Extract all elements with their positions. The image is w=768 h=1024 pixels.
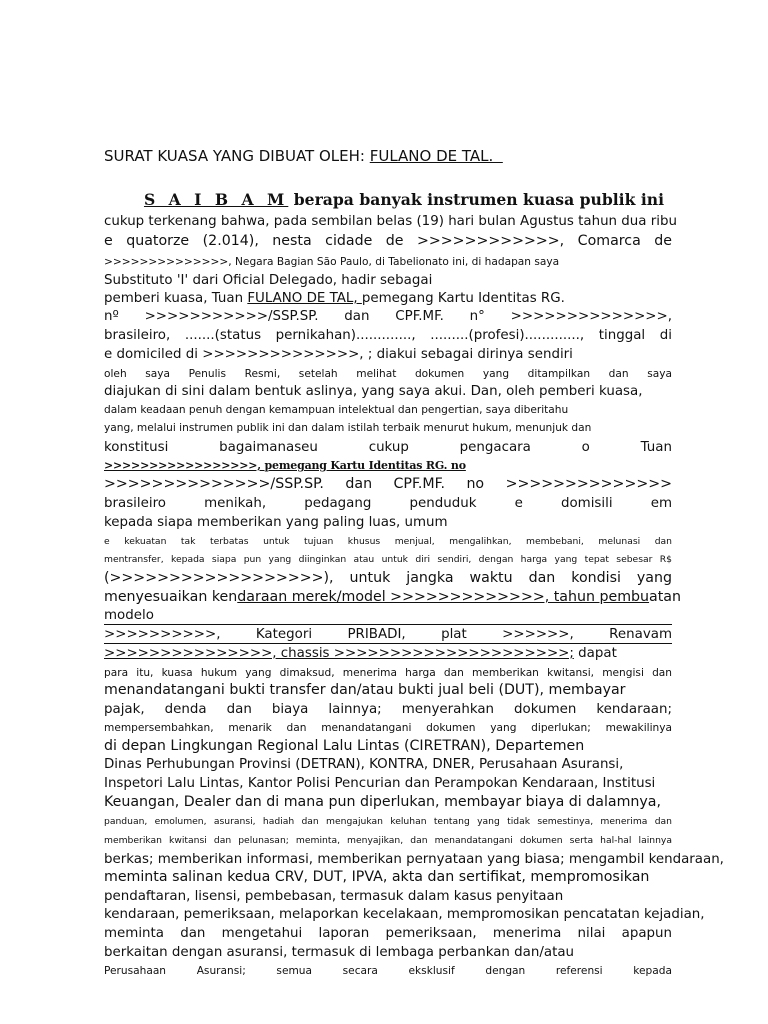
paragraph-line: memberikan kwitansi dan pelunasan; meminta, menyajikan, dan menandatangani dokumen serta hal-hal lainnya: [104, 835, 672, 846]
paragraph-line: mempersembahkan, menarik dan menandatangani dokumen yang diperlukan; mewakilinya: [104, 722, 672, 734]
paragraph-line: Inspetori Lalu Lintas, Kantor Polisi Pencurian dan Perampokan Kendaraan, Institusi: [104, 776, 656, 791]
vehicle-model: daraan merek/model >>>>>>>>>>>>>, tahun pembu: [237, 589, 650, 605]
paragraph-line: Dinas Perhubungan Provinsi (DETRAN), KONTRA, DNER, Perusahaan Asuransi,: [104, 757, 624, 772]
paragraph-line: meminta salinan kedua CRV, DUT, IPVA, akta dan sertifikat, mempromosikan: [104, 869, 650, 885]
paragraph-line: oleh saya Penulis Resmi, setelah melihat dokumen yang ditampilkan dan saya: [104, 368, 672, 380]
attorney-ref-line: >>>>>>>>>>>>>>>>>, pemegang Kartu Identitas RG. no: [104, 459, 466, 472]
paragraph-line: e kekuatan tak terbatas untuk tujuan khusus menjual, mengalihkan, membebani, melunasi dan: [104, 536, 672, 547]
paragraph-line: >>>>>>>>>>>>>>, Negara Bagian São Paulo, di Tabelionato ini, di hadapan saya: [104, 256, 560, 268]
paragraph-line: dalam keadaan penuh dengan kemampuan intelektual dan pengertian, saya diberitahu: [104, 404, 569, 416]
paragraph-line: pendaftaran, lisensi, pembebasan, termasuk dalam kasus penyitaan: [104, 889, 564, 904]
paragraph-line: nº >>>>>>>>>>>/SSP.SP. dan CPF.MF. n° >>>>>>>>>>>>>>,: [104, 309, 672, 324]
vehicle-suffix: atan: [649, 589, 681, 605]
paragraph-line: berkas; memberikan informasi, memberikan pernyataan yang biasa; mengambil kendaraan,: [104, 852, 724, 867]
grantor-intro: pemberi kuasa, Tuan: [104, 291, 248, 306]
heading-saibam: S A I B A M: [143, 190, 289, 209]
paragraph-line: berkaitan dengan asuransi, termasuk di lembaga perbankan dan/atau: [104, 945, 575, 960]
paragraph-line: cukup terkenang bahwa, pada sembilan belas (19) hari bulan Agustus tahun dua ribu: [104, 214, 677, 229]
paragraph-line: e domiciled di >>>>>>>>>>>>>>, ; diakui sebagai dirinya sendiri: [104, 347, 573, 362]
title-prefix: SURAT KUASA YANG DIBUAT OLEH:: [104, 147, 370, 165]
vehicle-category-line: >>>>>>>>>>, Kategori PRIBADI, plat >>>>>>, Renavam: [104, 627, 672, 642]
paragraph-line: yang, melalui instrumen publik ini dan dalam istilah terbaik menurut hukum, menunjuk dan: [104, 422, 592, 434]
paragraph-line: (>>>>>>>>>>>>>>>>>>), untuk jangka waktu dan kondisi yang: [104, 570, 672, 586]
vehicle-intro: menyesuaikan ken: [104, 589, 238, 605]
paragraph-line: panduan, emolumen, asuransi, hadiah dan mengajukan keluhan tentang yang tidak semestinya, menerima dan: [104, 816, 672, 827]
paragraph-line: kendaraan, pemeriksaan, melaporkan kecelakaan, mempromosikan pencatatan kejadian,: [104, 907, 705, 922]
paragraph-line: modelo: [104, 607, 672, 625]
paragraph-line: meminta dan mengetahui laporan pemeriksaan, menerima nilai apapun: [104, 926, 672, 941]
paragraph-line: para itu, kuasa hukum yang dimaksud, menerima harga dan memberikan kwitansi, mengisi dan: [104, 667, 672, 679]
document-heading: [104, 190, 704, 210]
paragraph-line: mentransfer, kepada siapa pun yang diinginkan atau untuk diri sendiri, dengan harga yang tepat sebesar R$: [104, 554, 672, 565]
document-title: [104, 147, 503, 166]
paragraph-line: brasileiro, .......(status pernikahan)............., .........(profesi)............., tinggal di: [104, 328, 672, 343]
chassis-value: >>>>>>>>>>>>>>>, chassis >>>>>>>>>>>>>>>>>>>>>;: [104, 646, 574, 661]
paragraph-line: >>>>>>>>>>>>>>/SSP.SP. dan CPF.MF. no >>>>>>>>>>>>>>: [104, 476, 672, 492]
chassis-line: [104, 645, 672, 662]
paragraph-line: e quatorze (2.014), nesta cidade de >>>>>>>>>>>>, Comarca de: [104, 233, 672, 249]
paragraph-line: di depan Lingkungan Regional Lalu Lintas (CIRETRAN), Departemen: [104, 738, 585, 754]
grantor-id-text: pemegang Kartu Identitas RG.: [361, 291, 565, 306]
paragraph-line: [104, 290, 672, 307]
paragraph-line: kepada siapa memberikan yang paling luas, umum: [104, 515, 448, 530]
chassis-suffix: dapat: [573, 646, 617, 661]
paragraph-line: Keuangan, Dealer dan di mana pun diperlukan, membayar biaya di dalamnya,: [104, 794, 662, 810]
vehicle-line: [104, 589, 681, 606]
paragraph-line: menandatangani bukti transfer dan/atau bukti jual beli (DUT), membayar: [104, 682, 626, 698]
heading-rest: berapa banyak instrumen kuasa publik ini: [288, 190, 665, 209]
paragraph-line: pajak, denda dan biaya lainnya; menyerahkan dokumen kendaraan;: [104, 702, 672, 717]
paragraph-line: brasileiro menikah, pedagang penduduk e domisili em: [104, 496, 672, 511]
paragraph-line: Perusahaan Asuransi; semua secara eksklusif dengan referensi kepada: [104, 965, 672, 977]
paragraph-line: diajukan di sini dalam bentuk aslinya, yang saya akui. Dan, oleh pemberi kuasa,: [104, 384, 643, 399]
paragraph-line: konstitusi bagaimanaseu cukup pengacara o Tuan: [104, 440, 672, 455]
paragraph-line: Substituto 'I' dari Oficial Delegado, hadir sebagai: [104, 273, 433, 288]
grantor-name-inline: FULANO DE TAL,: [247, 291, 362, 306]
grantor-name: FULANO DE TAL.: [369, 147, 503, 165]
